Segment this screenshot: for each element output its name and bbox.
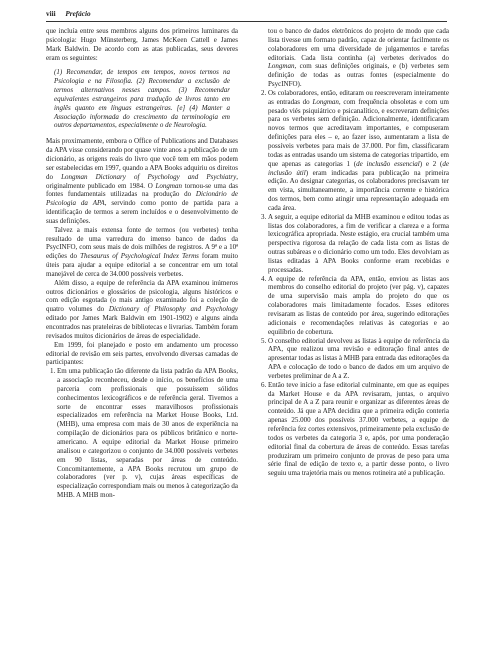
- list-item: 3. A seguir, a equipe editorial da MHB examinou e editou todas as listas dos colaboradores, a fim de verificar a clareza e a forma lexicográfica apropriada. Neste estágio, era crucial também uma perspectiva rigorosa da relação de cada lista com as listas de outras subáreas e o dicionário como um todo. Eles devolviam as listas editadas à APA Books conforme eram recebidas e processadas.: [268, 213, 449, 275]
- book-title: Longman: [312, 97, 339, 106]
- running-title: Prefácio: [65, 10, 91, 18]
- paragraph: [46, 137, 238, 225]
- text-run: ) e 2 (: [419, 159, 443, 168]
- process-list: [46, 367, 238, 500]
- right-column: [257, 27, 449, 478]
- list-item: 5. O conselho editorial devolveu as listas à equipe de referência da APA, que realizou uma revisão e editoração final antes de apresentar todas as listas à MHB para entrada das editorações da APA e colocação de todo o banco de dados em um arquivo de verbetes preliminar de A a Z.: [268, 337, 449, 381]
- book-title: Longman: [155, 181, 182, 190]
- book-title: Longman Dictionary of Psychology and Psychiatry: [61, 172, 237, 181]
- text-run: foram muito úteis para ajudar a equipe editorial a se concentrar em um total manejável de cerca de 34.000 possíveis verbetes.: [46, 252, 238, 278]
- block-quote: (1) Recomendar, de tempos em tempos, novos termos na Psicologia e na Filosofia. (2) Recomendar a exclusão de termos alternativos nesses campos. (3) Recomendar equivalentes estrangeiros para tradução de livros tanto em inglês quanto em línguas estrangeiras. [e] (4) Manter a Associação informada do crescimento da terminologia em outros departamentos, especialmente o de Neurologia.: [54, 68, 230, 130]
- text-run: , servindo como ponto de partida para a identificação de termos a serem incluídos e o desenvolvimento de suas definições.: [46, 199, 239, 225]
- list-item: [268, 89, 449, 213]
- text-run: editado por James Mark Baldwin em 1901-1902) e alguns ainda encontrados nas prateleiras de bibliotecas e livrarias. Também foram revisados muitos dicionários de áreas de especialidade.: [46, 314, 239, 340]
- book-title: Thesaurus of Psychological Index Terms: [80, 252, 199, 261]
- text-run: , com suas definições originais, e (b) verbetes sem definição de todas as outras fontes (especialmente do PsycINFO).: [268, 62, 449, 89]
- category-term: de inclusão útil: [268, 159, 449, 177]
- process-list: [257, 89, 449, 478]
- book-title: Dictionary of Philosophy and Psychology: [108, 305, 238, 314]
- header-rule: [46, 21, 447, 22]
- text-run: ) eram indicadas para publicação na primeira edição. Ao designar categorias, os colaboradores precisavam ter em vista, simultaneamente, a importância corrente e histórica dos termos, bem como atingir uma representação adequada em cada área.: [268, 168, 449, 212]
- book-title: Dicionário de Psicologia da APA: [46, 190, 239, 208]
- list-item: 6. Então teve início a fase editorial culminante, em que as equipes da Market House e da APA revisaram, juntas, o arquivo principal de A a Z para reunir e organizar as diferentes áreas de conteúdo. Já que a APA decidira que a primeira edição conteria apenas 25.000 dos possíveis 37.000 verbetes, a equipe de referência fez cortes extensivos, primeiramente pela exclusão de todos os verbetes da categoria 3 e, após, por uma ponderação editorial final da cobertura de áreas de conteúdo. Essas tarefas produziram um primeiro conjunto de provas de peso para uma série final de edição de texto e, a partir desse ponto, o livro seguiu uma trajetória mais ou menos rotineira até a publicação.: [268, 381, 449, 478]
- text-run: Mais proximamente, embora o Office of Publications and Databases da APA visse considerando por quase vinte anos a publicação de um dicionário, as origens reais do livro que você tem em mãos podem ser estabelecidas em 1997, quando a APA Books adquiriu os direitos do: [46, 137, 238, 181]
- list-item-continuation: [257, 27, 449, 89]
- text-run: Além disso, a equipe de referência da APA examinou inúmeros outros dicionários e glossários de psicologia, alguns históricos e com edição esgotada (o mais antigo examinado foi a coleção de quatro volumes do: [46, 278, 238, 314]
- page-number: viii: [46, 10, 56, 18]
- paragraph: que incluía entre seus membros alguns dos primeiros luminares da psicologia: Hugo Münsterberg, James McKeen Cattell e James Mark Baldwin. De acordo com as atas publicadas, seus deveres eram os seguintes:: [46, 27, 238, 62]
- category-term: de inclusão essencial: [356, 159, 420, 168]
- book-title: Longman: [268, 62, 295, 71]
- text-run: tornou-se uma das fontes fundamentais utilizadas na produção do: [46, 181, 238, 199]
- running-header: [46, 10, 91, 18]
- paragraph: [46, 279, 238, 341]
- text-run: , com frequência obsoletas e com um pesado viés psiquiátrico e psicanalítico, e escreveram definições para os verbetes sem definição. Adicionalmente, identificaram novos termos que acreditavam importantes, e compuseram definições para eles – e, ao fazer isso, aumentaram a lista de possíveis verbetes para mais de 37.000. Por fim, classificaram todas as entradas usando um sistema de categorias tripartido, em que apenas as categorias 1 (: [268, 97, 449, 168]
- text-run: , originalmente publicado em 1984. O: [46, 172, 239, 190]
- text-run: Talvez a mais extensa fonte de termos (ou verbetes) tenha resultado de uma varredura do imenso banco de dados da PsycINFO, com seus mais de dois milhões de registros. A 9ª e a 10ª edições do: [46, 225, 238, 261]
- text-run: tou o banco de dados eletrônicos do projeto de modo que cada lista tivesse um formato padrão, capaz de orientar facilmente os colaboradores em uma diversidade de julgamentos e tarefas editoriais. Cada lista continha (a) verbetes derivados do: [268, 27, 449, 62]
- paragraph: Em 1999, foi planejado e posto em andamento um processo editorial de revisão em seis partes, envolvendo diversas camadas de participantes:: [46, 340, 238, 367]
- text-run: Os colaboradores, então, editaram ou reescreveram inteiramente as entradas do: [268, 88, 449, 106]
- list-item: 1. Em uma publicação tão diferente da lista padrão da APA Books, a associação reconheceu, desde o início, os benefícios de uma parceria com profissionais que possuíssem sólidos conhecimentos lexicográficos e de referência geral. Tivemos a sorte de encontrar esses maravilhosos profissionais especializados em referência na Market House Books, Ltd. (MHB), uma empresa com mais de 30 anos de experiência na compilação de dicionários para os públicos britânico e norte-americano. A equipe editorial da Market House primeiro analisou e categorizou o conjunto de 34.000 possíveis verbetes em 90 listas, separadas por áreas de conteúdo. Concomitantemente, a APA Books recrutou um grupo de colaboradores (ver p. v), cujas áreas específicas de especialização correspondiam mais ou menos à categorização da MHB. A MHB mon-: [57, 367, 238, 500]
- left-column: [46, 27, 238, 500]
- list-item: 4. A equipe de referência da APA, então, enviou as listas aos membros do conselho editorial do projeto (ver pág. v), capazes de uma supervisão mais ampla do projeto do que os colaboradores mais limitadamente focados. Esses editores revisaram as listas de conteúdo por área, sugerindo editorações adicionais e recomendações relativas às categorias e ao equilíbrio de cobertura.: [268, 275, 449, 337]
- paragraph: [46, 226, 238, 279]
